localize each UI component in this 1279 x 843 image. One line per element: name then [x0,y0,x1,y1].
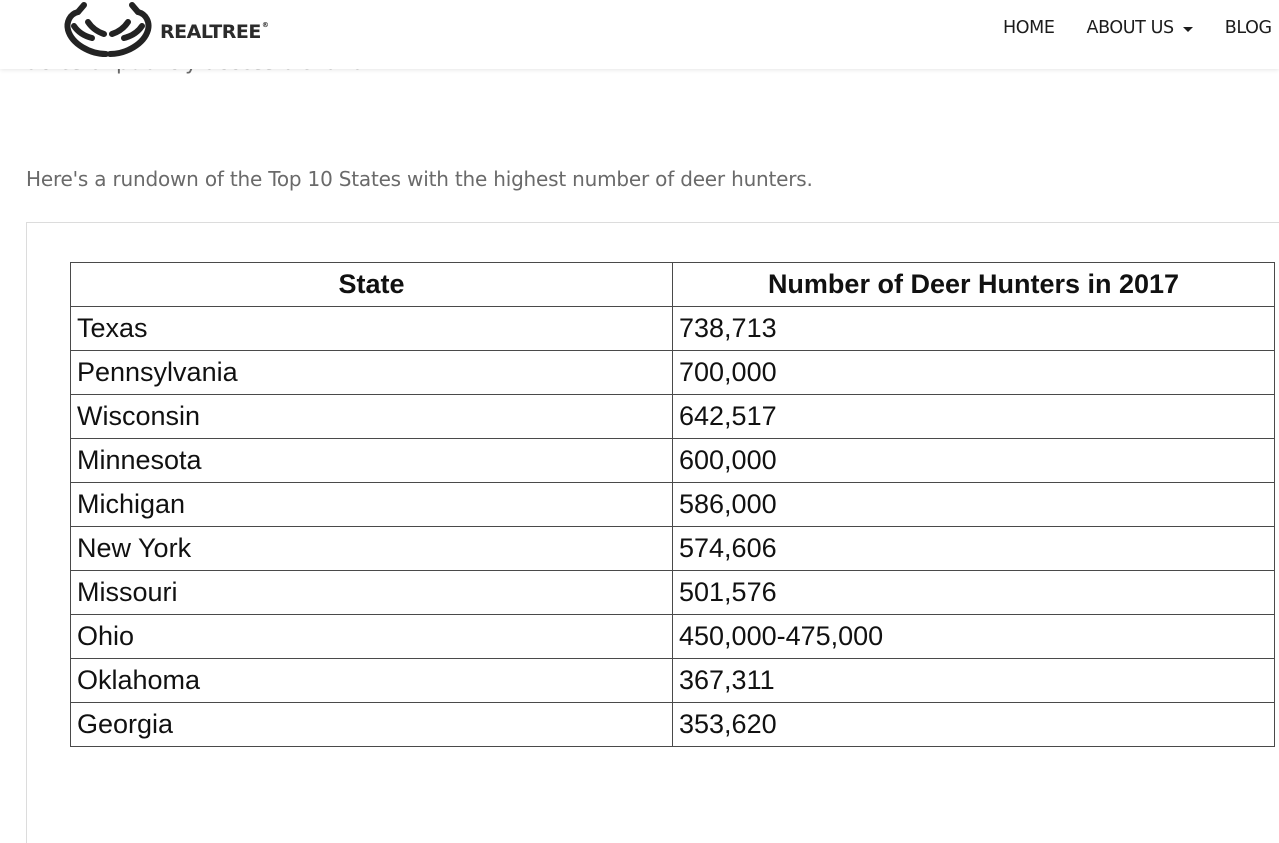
table-row [71,307,1275,351]
cell-count: 586,000 [673,483,1275,527]
deer-hunters-table [70,262,1275,747]
cell-count: 700,000 [673,351,1275,395]
header-state: State [71,263,673,307]
table-row [71,571,1275,615]
intro-paragraph: Here's a rundown of the Top 10 States with the highest number of deer hunters. [26,167,813,191]
caret-down-icon [1183,27,1193,32]
site-header [0,0,1279,69]
table-row [71,703,1275,747]
cell-state: Wisconsin [71,395,673,439]
table-row [71,483,1275,527]
cell-count: 642,517 [673,395,1275,439]
cell-state: Missouri [71,571,673,615]
nav-about-us[interactable]: ABOUT US [1087,18,1193,38]
cell-count: 738,713 [673,307,1275,351]
nav-home[interactable]: HOME [1003,18,1055,38]
cell-state: Minnesota [71,439,673,483]
nav-blog[interactable]: BLOG [1224,18,1272,38]
cell-count: 600,000 [673,439,1275,483]
cell-state: Ohio [71,615,673,659]
cell-state: Georgia [71,703,673,747]
table-header-row [71,263,1275,307]
table-row [71,351,1275,395]
antler-icon [62,2,154,62]
realtree-logo[interactable] [62,2,268,62]
table-row [71,439,1275,483]
table-row [71,615,1275,659]
table-row [71,527,1275,571]
cell-state: Pennsylvania [71,351,673,395]
cell-state: New York [71,527,673,571]
cell-state: Michigan [71,483,673,527]
cell-state: Oklahoma [71,659,673,703]
main-nav [1003,18,1279,38]
table-row [71,659,1275,703]
cell-state: Texas [71,307,673,351]
table-row [71,395,1275,439]
cell-count: 450,000-475,000 [673,615,1275,659]
cell-count: 501,576 [673,571,1275,615]
header-count: Number of Deer Hunters in 2017 [673,263,1275,307]
cell-count: 353,620 [673,703,1275,747]
cell-count: 367,311 [673,659,1275,703]
logo-wordmark: REALTREE® [160,21,269,43]
cell-count: 574,606 [673,527,1275,571]
